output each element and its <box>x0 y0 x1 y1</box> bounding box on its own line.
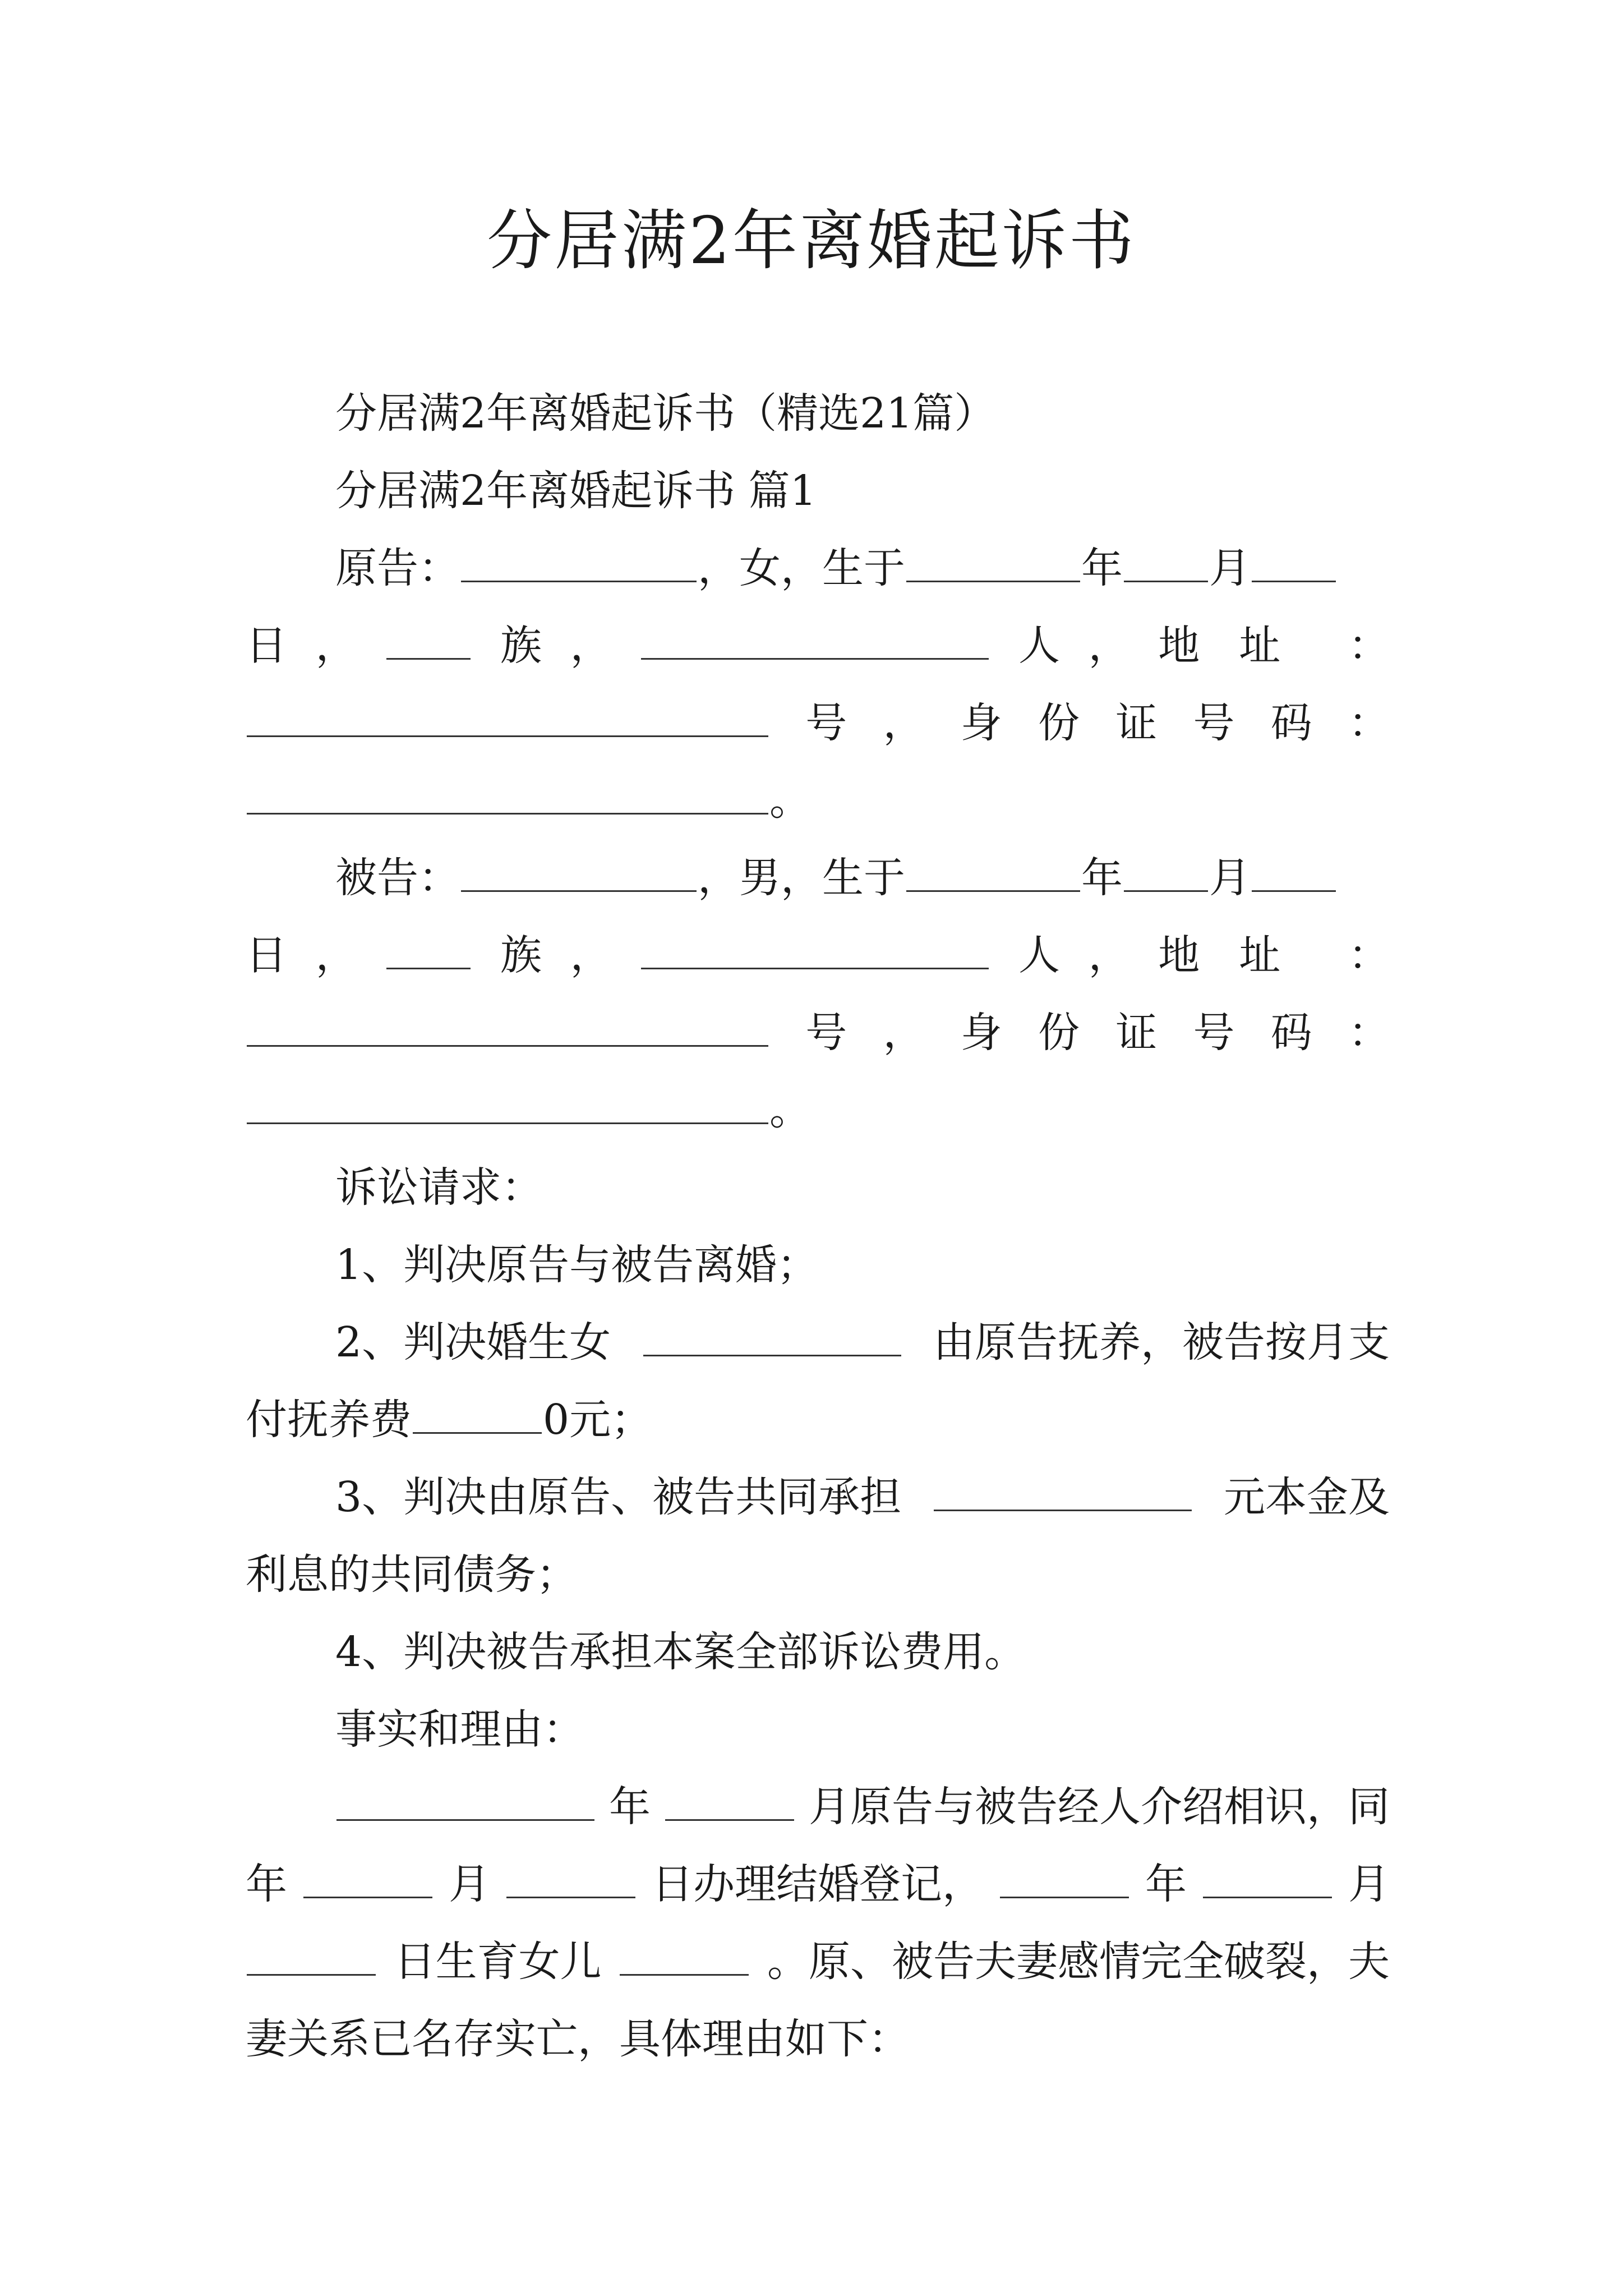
claim-3-suffix: 元本金及 <box>1224 1473 1390 1521</box>
plaintiff-id-char-2: 份 <box>1038 699 1080 747</box>
facts-year-1: 年 <box>609 1783 651 1831</box>
plaintiff-number: 号 <box>805 699 847 747</box>
blank-birth-month <box>1203 1855 1332 1898</box>
blank-meet-year <box>336 1778 594 1821</box>
plaintiff-comma-4: ， <box>883 699 925 747</box>
plaintiff-colon-2: ： <box>1348 699 1390 747</box>
facts-month-2: 月 <box>449 1860 490 1908</box>
plaintiff-label: 原告： <box>335 544 460 592</box>
defendant-ethnic: 族 <box>500 931 542 979</box>
plaintiff-line-3 <box>246 684 1390 762</box>
defendant-id-char-4: 号 <box>1193 1009 1235 1057</box>
blank-defendant-month <box>1124 849 1208 892</box>
defendant-id-char-5: 码 <box>1270 1009 1312 1057</box>
defendant-colon: ： <box>1348 931 1390 979</box>
blank-plaintiff-year <box>906 539 1080 582</box>
plaintiff-line-2 <box>246 607 1390 684</box>
facts-text-2: 日办理结婚登记， <box>652 1860 984 1908</box>
claim-2-prefix: 2、判决婚生女 <box>335 1318 611 1366</box>
blank-daughter-name-2 <box>620 1932 749 1976</box>
blank-plaintiff-month <box>1124 539 1208 582</box>
defendant-comma: ， <box>315 931 357 979</box>
plaintiff-ethnic: 族 <box>500 622 542 670</box>
defendant-line-2 <box>246 917 1390 994</box>
plaintiff-address-label: 地址 <box>1158 622 1320 670</box>
plaintiff-day: 日 <box>246 622 287 670</box>
claim-4: 4、判决被告承担本案全部诉讼费用。 <box>335 1628 1026 1676</box>
defendant-id-char-2: 份 <box>1038 1009 1080 1057</box>
facts-heading: 事实和理由： <box>335 1705 584 1754</box>
claim-2-custody: 由原告抚养，被告按月支 <box>933 1318 1390 1366</box>
blank-plaintiff-id <box>247 771 768 815</box>
plaintiff-comma-2: ， <box>570 622 612 670</box>
defendant-comma-4: ， <box>883 1009 925 1057</box>
claim-2-support-label: 付抚养费 <box>246 1396 412 1444</box>
claim-1: 1、判决原告与被告离婚； <box>335 1241 819 1289</box>
blank-defendant-origin <box>641 926 989 969</box>
claim-2-line-1 <box>246 1304 1390 1381</box>
blank-plaintiff-address <box>247 694 768 737</box>
defendant-address-label: 地址 <box>1158 931 1320 979</box>
blank-defendant-id <box>247 1081 768 1124</box>
blank-plaintiff-name <box>461 539 697 582</box>
defendant-comma-2: ， <box>570 931 612 979</box>
plaintiff-line-1 <box>246 530 1390 607</box>
defendant-id-char-1: 身 <box>960 1009 1002 1057</box>
claim-3-line-1 <box>246 1458 1390 1536</box>
plaintiff-gender: ，女，生于 <box>698 544 905 592</box>
facts-year-3: 年 <box>1145 1860 1187 1908</box>
defendant-comma-3: ， <box>1088 931 1130 979</box>
plaintiff-person: 人 <box>1018 622 1060 670</box>
document-title: 分居满2年离婚起诉书 <box>487 203 1136 279</box>
defendant-year: 年 <box>1081 854 1123 902</box>
blank-plaintiff-day <box>1252 539 1336 582</box>
plaintiff-line-4 <box>246 762 1390 839</box>
claim-3-prefix: 3、判决由原告、被告共同承担 <box>335 1473 902 1521</box>
plaintiff-end: 。 <box>769 776 811 825</box>
blank-marriage-month <box>303 1855 432 1898</box>
defendant-gender: ，男，生于 <box>698 854 905 902</box>
blank-support-amount <box>413 1391 542 1434</box>
facts-text-4: 。原、被告夫妻感情完全破裂，夫 <box>767 1938 1390 1986</box>
blank-debt-amount <box>934 1468 1192 1511</box>
plaintiff-year: 年 <box>1081 544 1123 592</box>
defendant-id-char-3: 证 <box>1115 1009 1158 1057</box>
facts-month-3: 月 <box>1348 1860 1390 1908</box>
blank-defendant-ethnic <box>386 926 471 969</box>
plaintiff-id-char-5: 码 <box>1270 699 1312 747</box>
defendant-end: 。 <box>769 1086 811 1134</box>
blank-plaintiff-ethnic <box>386 616 471 660</box>
section-heading: 分居满2年离婚起诉书 篇1 <box>335 467 817 515</box>
plaintiff-comma-3: ， <box>1088 622 1130 670</box>
defendant-day: 日 <box>246 931 287 979</box>
blank-daughter-name <box>643 1313 901 1356</box>
blank-defendant-address <box>247 1004 768 1047</box>
facts-text-1: 月原告与被告经人介绍相识，同 <box>809 1783 1390 1831</box>
defendant-label: 被告： <box>335 854 460 902</box>
blank-plaintiff-origin <box>641 616 989 660</box>
claim-2-support-unit: 0元； <box>543 1396 653 1444</box>
claim-2-line-2 <box>246 1381 1390 1458</box>
plaintiff-comma: ， <box>315 622 357 670</box>
plaintiff-month: 月 <box>1209 544 1251 592</box>
facts-line-4: 妻关系已名存实亡，具体理由如下： <box>246 2015 910 2063</box>
blank-defendant-year <box>906 849 1080 892</box>
blank-defendant-name <box>461 849 697 892</box>
facts-line-2 <box>246 1846 1390 1923</box>
defendant-person: 人 <box>1018 931 1060 979</box>
blank-meet-month <box>665 1778 794 1821</box>
defendant-month: 月 <box>1209 854 1251 902</box>
subtitle: 分居满2年离婚起诉书（精选21篇） <box>335 389 996 438</box>
defendant-number: 号 <box>805 1009 847 1057</box>
facts-text-3: 日生育女儿 <box>394 1938 602 1986</box>
plaintiff-id-char-1: 身 <box>960 699 1002 747</box>
plaintiff-id-char-4: 号 <box>1193 699 1235 747</box>
claims-heading: 诉讼请求： <box>335 1163 543 1212</box>
blank-defendant-day <box>1252 849 1336 892</box>
defendant-line-4 <box>246 1071 1390 1149</box>
plaintiff-colon: ： <box>1348 622 1390 670</box>
blank-birth-day <box>247 1932 376 1976</box>
plaintiff-id-char-3: 证 <box>1115 699 1158 747</box>
blank-birth-year <box>1000 1855 1129 1898</box>
facts-line-3 <box>246 1923 1390 2000</box>
facts-year-2: 年 <box>246 1860 287 1908</box>
blank-marriage-day <box>506 1855 635 1898</box>
claim-3-line-2: 利息的共同债务； <box>246 1550 578 1599</box>
defendant-colon-2: ： <box>1348 1009 1390 1057</box>
facts-line-1 <box>246 1768 1390 1846</box>
defendant-line-3 <box>246 994 1390 1071</box>
defendant-line-1 <box>246 839 1390 917</box>
